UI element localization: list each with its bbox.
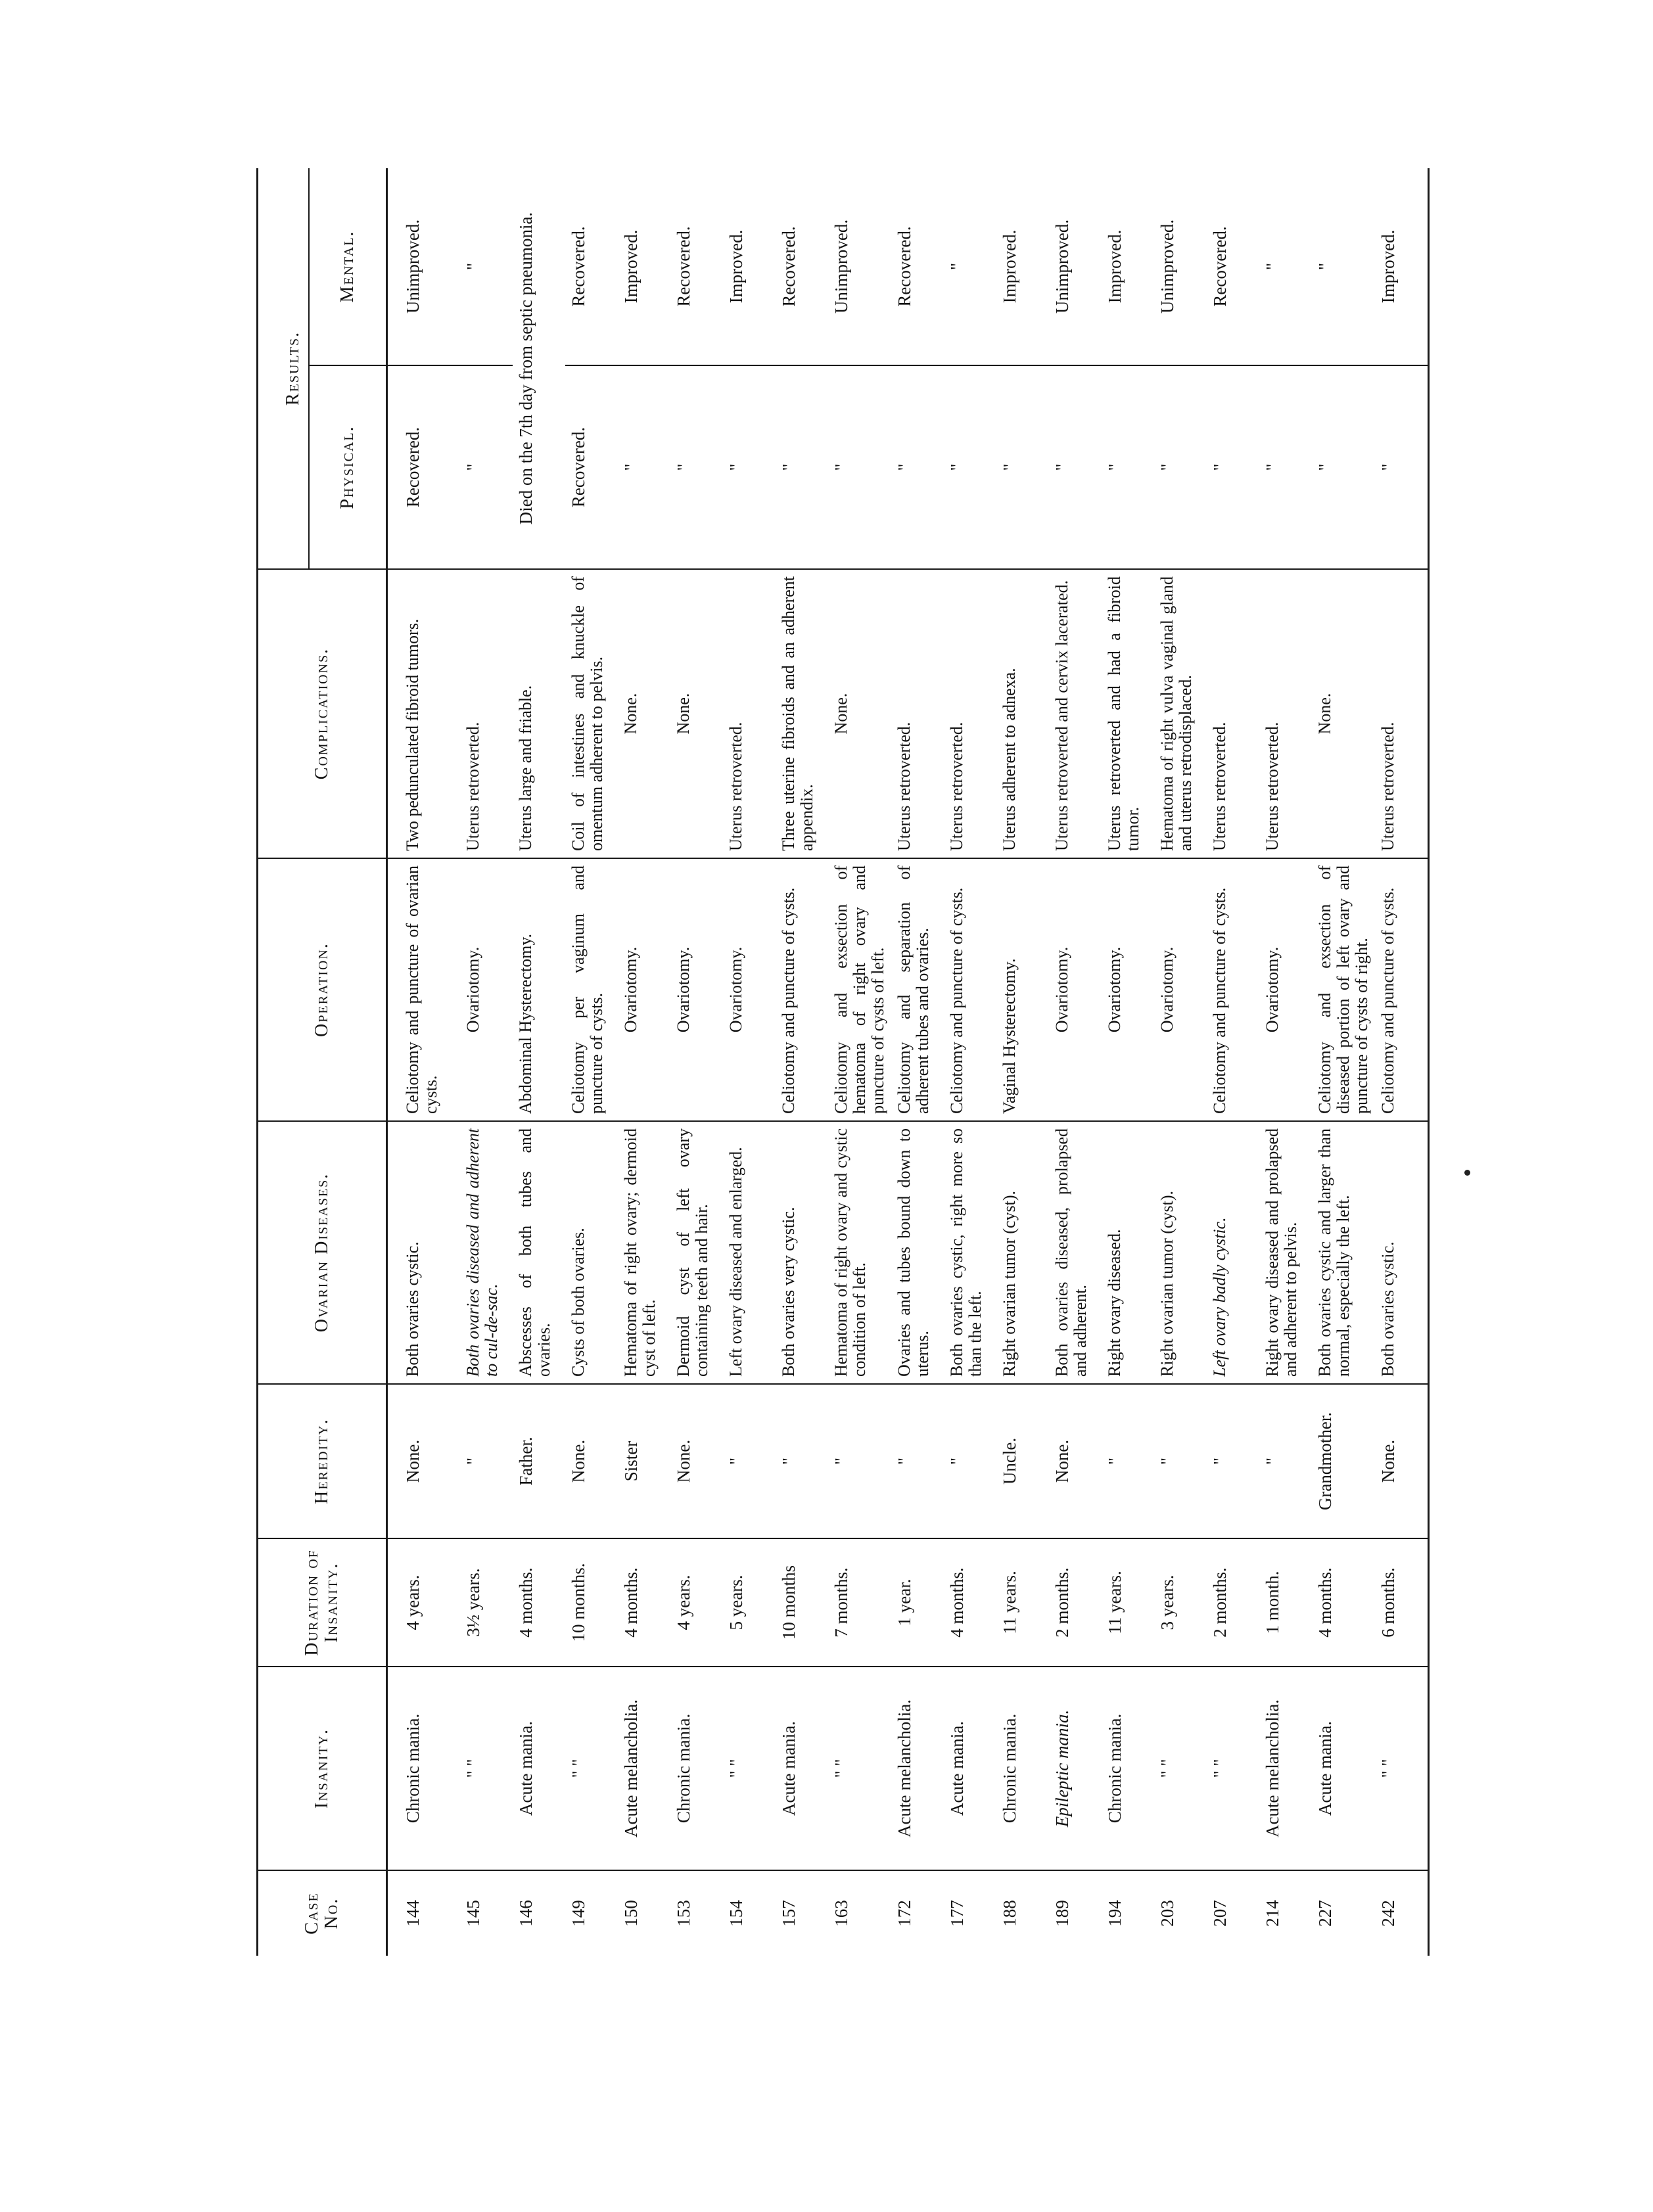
table-row (828, 168, 891, 1956)
mental-result-cell: " (1259, 168, 1312, 365)
insanity-cell: Acute melancholia. (618, 1667, 670, 1870)
case-number-cell: 242 (1378, 1900, 1399, 1927)
duration-cell: 4 years. (670, 1538, 723, 1667)
mental-result-cell: " (944, 168, 996, 365)
duration-cell: 10 months (776, 1538, 828, 1667)
operation-cell: Celiotomy and exsection of diseased portion of left ovary and puncture of cysts of right. (1312, 858, 1375, 1121)
insanity-cell: Acute melancholia. (891, 1667, 944, 1870)
case-number-cell: 194 (1105, 1900, 1125, 1927)
operation-cell: Ovariotomy. (670, 858, 723, 1121)
table-header (258, 168, 387, 1956)
physical-result-cell: " (1049, 365, 1102, 569)
duration-cell: 1 month. (1259, 1538, 1312, 1667)
case-number-cell: 144 (403, 1900, 423, 1927)
insanity-cell: Epileptic mania. (1049, 1667, 1102, 1870)
ovarian-diseases-cell: Hematoma of right ovary and cystic condition of left. (828, 1121, 891, 1384)
mental-result-cell: Recovered. (1207, 168, 1259, 365)
physical-result-cell: " (996, 365, 1049, 569)
ovarian-diseases-cell: Left ovary badly cystic. (1207, 1121, 1259, 1384)
duration-cell: 11 years. (996, 1538, 1049, 1667)
case-number-cell: 149 (569, 1900, 588, 1927)
ovarian-diseases-cell: Abscesses of both tubes and ovaries. (513, 1121, 565, 1384)
ovarian-diseases-cell: Both ovaries cystic and larger than normal, especially the left. (1312, 1121, 1375, 1384)
physical-result-cell: Recovered. (565, 365, 618, 569)
physical-result-cell: " (1312, 365, 1375, 569)
heredity-cell: Father. (513, 1384, 565, 1538)
complications-cell: Two pedunculated fibroid tumors. (387, 569, 461, 858)
physical-result-cell: " (1154, 365, 1207, 569)
heredity-cell: " (1154, 1384, 1207, 1538)
mental-result-cell: Recovered. (670, 168, 723, 365)
duration-cell: 1 year. (891, 1538, 944, 1667)
heredity-cell: None. (1049, 1384, 1102, 1538)
header-mental: Mental. (309, 168, 387, 365)
header-duration: Duration of Insanity. (258, 1538, 387, 1667)
header-insanity: Insanity. (258, 1667, 387, 1870)
case-number-cell: 150 (621, 1900, 641, 1927)
complications-cell: Uterus retroverted and cervix lacerated. (1049, 569, 1102, 858)
operation-cell: Abdominal Hysterectomy. (513, 858, 565, 1121)
insanity-cell: " " (565, 1667, 618, 1870)
complications-cell: None. (1312, 569, 1375, 858)
complications-cell: Uterus retroverted. (1375, 569, 1429, 858)
ovarian-diseases-cell: Left ovary diseased and enlarged. (723, 1121, 776, 1384)
header-heredity: Heredity. (258, 1384, 387, 1538)
table-body (387, 168, 1429, 1956)
duration-cell: 6 months. (1375, 1538, 1429, 1667)
complications-cell: Uterus retroverted. (1207, 569, 1259, 858)
duration-cell: 10 months. (565, 1538, 618, 1667)
operation-cell: Ovariotomy. (1049, 858, 1102, 1121)
operation-cell: Ovariotomy. (1259, 858, 1312, 1121)
operation-cell: Celiotomy and exsection of hematoma of right ovary and puncture of cysts of left. (828, 858, 891, 1121)
operation-cell: Celiotomy per vaginum and puncture of cysts. (565, 858, 618, 1121)
operation-cell: Celiotomy and separation of adherent tubes and ovaries. (891, 858, 944, 1121)
case-number-cell: 163 (831, 1900, 851, 1927)
complications-cell: Uterus retroverted. (891, 569, 944, 858)
heredity-cell: None. (670, 1384, 723, 1538)
heredity-cell: " (1207, 1384, 1259, 1538)
case-number-cell: 203 (1157, 1900, 1178, 1927)
duration-cell: 4 years. (387, 1538, 461, 1667)
heredity-cell: " (723, 1384, 776, 1538)
insanity-cell: " " (460, 1667, 513, 1870)
mental-result-cell: Unimproved. (387, 168, 461, 365)
case-number-cell: 189 (1052, 1900, 1073, 1927)
header-operation: Operation. (258, 858, 387, 1121)
complications-cell: Uterus retroverted. (944, 569, 996, 858)
operation-cell: Celiotomy and puncture of cysts. (776, 858, 828, 1121)
duration-cell: 3 years. (1154, 1538, 1207, 1667)
duration-cell: 4 months. (944, 1538, 996, 1667)
mental-result-cell: Improved. (723, 168, 776, 365)
ovarian-diseases-cell: Both ovaries diseased, prolapsed and adherent. (1049, 1121, 1102, 1384)
table-row (1207, 168, 1259, 1956)
mental-result-cell: Improved. (618, 168, 670, 365)
insanity-cell: Acute mania. (1312, 1667, 1375, 1870)
case-number-cell: 172 (895, 1900, 915, 1927)
heredity-cell: None. (1375, 1384, 1429, 1538)
header-case-no: Case No. (301, 1892, 342, 1935)
mental-result-cell: " (1312, 168, 1375, 365)
ovarian-diseases-cell: Ovaries and tubes bound down to uterus. (891, 1121, 944, 1384)
insanity-cell: Chronic mania. (1102, 1667, 1154, 1870)
heredity-cell: " (891, 1384, 944, 1538)
table-row (1049, 168, 1102, 1956)
mental-result-cell: " (460, 168, 513, 365)
physical-result-cell: " (1259, 365, 1312, 569)
heredity-cell: " (944, 1384, 996, 1538)
ovarian-diseases-cell: Right ovarian tumor (cyst). (996, 1121, 1049, 1384)
operation-cell: Ovariotomy. (618, 858, 670, 1121)
ovarian-diseases-cell: Hematoma of right ovary; dermoid cyst of left. (618, 1121, 670, 1384)
mental-result-cell: Unimproved. (1154, 168, 1207, 365)
heredity-cell: " (1259, 1384, 1312, 1538)
operation-cell: Celiotomy and puncture of cysts. (1207, 858, 1259, 1121)
operation-cell: Vaginal Hysterectomy. (996, 858, 1049, 1121)
header-physical: Physical. (309, 365, 387, 569)
ovarian-diseases-cell: Right ovarian tumor (cyst). (1154, 1121, 1207, 1384)
insanity-cell: Acute mania. (944, 1667, 996, 1870)
duration-cell: 7 months. (828, 1538, 891, 1667)
physical-result-cell: " (460, 365, 513, 569)
insanity-cell: Acute melancholia. (1259, 1667, 1312, 1870)
operation-cell: Ovariotomy. (1154, 858, 1207, 1121)
header-complications: Complications. (258, 569, 387, 858)
ovarian-diseases-cell: Both ovaries cystic. (1375, 1121, 1429, 1384)
duration-cell: 4 months. (1312, 1538, 1375, 1667)
mental-result-cell: Improved. (1102, 168, 1154, 365)
complications-cell: None. (670, 569, 723, 858)
heredity-cell: " (1102, 1384, 1154, 1538)
insanity-cell: " " (723, 1667, 776, 1870)
physical-result-cell: " (944, 365, 996, 569)
ovarian-diseases-cell: Both ovaries very cystic. (776, 1121, 828, 1384)
heredity-cell: " (776, 1384, 828, 1538)
mental-result-cell: Unimproved. (828, 168, 891, 365)
physical-result-cell: " (670, 365, 723, 569)
ovarian-diseases-cell: Right ovary diseased and prolapsed and adherent to pelvis. (1259, 1121, 1312, 1384)
complications-cell: Uterus retroverted and had a fibroid tumor. (1102, 569, 1154, 858)
table-row (1375, 168, 1429, 1956)
insanity-cell: Chronic mania. (387, 1667, 461, 1870)
insanity-cell: " " (1375, 1667, 1429, 1870)
mental-result-cell: Improved. (1375, 168, 1429, 365)
table-row (513, 168, 565, 1956)
header-results: Results. (258, 168, 310, 569)
duration-cell: 11 years. (1102, 1538, 1154, 1667)
mental-result-cell: Improved. (996, 168, 1049, 365)
operation-cell: Ovariotomy. (1102, 858, 1154, 1121)
ovarian-diseases-cell: Both ovaries cystic, right more so than the left. (944, 1121, 996, 1384)
case-number-cell: 188 (1000, 1900, 1020, 1927)
mental-result-cell: Unimproved. (1049, 168, 1102, 365)
operation-cell: Celiotomy and puncture of cysts. (1375, 858, 1429, 1121)
duration-cell: 5 years. (723, 1538, 776, 1667)
complications-cell: Uterus large and friable. (513, 569, 565, 858)
ovarian-diseases-cell: Both ovaries cystic. (387, 1121, 461, 1384)
case-number-cell: 177 (947, 1900, 967, 1927)
table-row (1154, 168, 1207, 1956)
physical-result-cell: " (1375, 365, 1429, 569)
complications-cell: Uterus adherent to adnexa. (996, 569, 1049, 858)
table-row (670, 168, 723, 1956)
case-number-cell: 146 (516, 1900, 536, 1927)
table-row (460, 168, 513, 1956)
ovarian-diseases-cell: Both ovaries diseased and adherent to cul-de-sac. (460, 1121, 513, 1384)
mental-result-cell: Recovered. (565, 168, 618, 365)
insanity-cell: " " (1207, 1667, 1259, 1870)
complications-cell: Uterus retroverted. (723, 569, 776, 858)
table-row (891, 168, 944, 1956)
operation-cell: Ovariotomy. (460, 858, 513, 1121)
complications-cell: Coil of intestines and knuckle of omentum adherent to pelvis. (565, 569, 618, 858)
table-row (776, 168, 828, 1956)
insanity-cell: Acute mania. (513, 1667, 565, 1870)
duration-cell: 3½ years. (460, 1538, 513, 1667)
header-ovarian-diseases: Ovarian Diseases. (258, 1121, 387, 1384)
physical-result-cell: " (891, 365, 944, 569)
ovarian-diseases-cell: Cysts of both ovaries. (565, 1121, 618, 1384)
operation-cell: Celiotomy and puncture of ovarian cysts. (387, 858, 461, 1121)
table-row (618, 168, 670, 1956)
heredity-cell: None. (387, 1384, 461, 1538)
case-number-cell: 227 (1315, 1900, 1336, 1927)
insanity-cell: " " (1154, 1667, 1207, 1870)
physical-result-cell: Recovered. (387, 365, 461, 569)
case-number-cell: 157 (779, 1900, 799, 1927)
heredity-cell: None. (565, 1384, 618, 1538)
insanity-cell: Acute mania. (776, 1667, 828, 1870)
complications-cell: None. (828, 569, 891, 858)
complications-cell: Uterus retroverted. (1259, 569, 1312, 858)
results-note-cell: Died on the 7th day from septic pneumonia. (513, 168, 565, 569)
mental-result-cell: Recovered. (891, 168, 944, 365)
physical-result-cell: " (1102, 365, 1154, 569)
ovarian-diseases-cell: Right ovary diseased. (1102, 1121, 1154, 1384)
case-number-cell: 207 (1210, 1900, 1230, 1927)
complications-cell: Hematoma of right vulva vaginal gland and uterus retrodisplaced. (1154, 569, 1207, 858)
insanity-cell: Chronic mania. (670, 1667, 723, 1870)
case-number-cell: 153 (674, 1900, 693, 1927)
heredity-cell: " (828, 1384, 891, 1538)
physical-result-cell: " (828, 365, 891, 569)
complications-cell: Three uterine fibroids and an adherent appendix. (776, 569, 828, 858)
insanity-cell: " " (828, 1667, 891, 1870)
case-table (256, 168, 1430, 1956)
physical-result-cell: " (1207, 365, 1259, 569)
complications-cell: None. (618, 569, 670, 858)
table-row (723, 168, 776, 1956)
table-row (1259, 168, 1312, 1956)
table-row (565, 168, 618, 1956)
table-row (1102, 168, 1154, 1956)
heredity-cell: " (460, 1384, 513, 1538)
heredity-cell: Sister (618, 1384, 670, 1538)
physical-result-cell: " (618, 365, 670, 569)
heredity-cell: Uncle. (996, 1384, 1049, 1538)
operation-cell: Celiotomy and puncture of cysts. (944, 858, 996, 1121)
complications-cell: Uterus retroverted. (460, 569, 513, 858)
case-number-cell: 154 (726, 1900, 746, 1927)
case-number-cell: 214 (1263, 1900, 1283, 1927)
operation-cell: Ovariotomy. (723, 858, 776, 1121)
case-number-cell: 145 (463, 1900, 483, 1927)
table-row (387, 168, 461, 1956)
insanity-cell: Chronic mania. (996, 1667, 1049, 1870)
duration-cell: 4 months. (513, 1538, 565, 1667)
table-row (1312, 168, 1375, 1956)
physical-result-cell: " (723, 365, 776, 569)
physical-result-cell: " (776, 365, 828, 569)
table-row (996, 168, 1049, 1956)
duration-cell: 2 months. (1207, 1538, 1259, 1667)
heredity-cell: Grandmother. (1312, 1384, 1375, 1538)
mental-result-cell: Recovered. (776, 168, 828, 365)
duration-cell: 4 months. (618, 1538, 670, 1667)
ovarian-diseases-cell: Dermoid cyst of left ovary containing teeth and hair. (670, 1121, 723, 1384)
duration-cell: 2 months. (1049, 1538, 1102, 1667)
rotated-page-content (256, 168, 1564, 1956)
stray-mark (1464, 1170, 1470, 1176)
table-row (944, 168, 996, 1956)
